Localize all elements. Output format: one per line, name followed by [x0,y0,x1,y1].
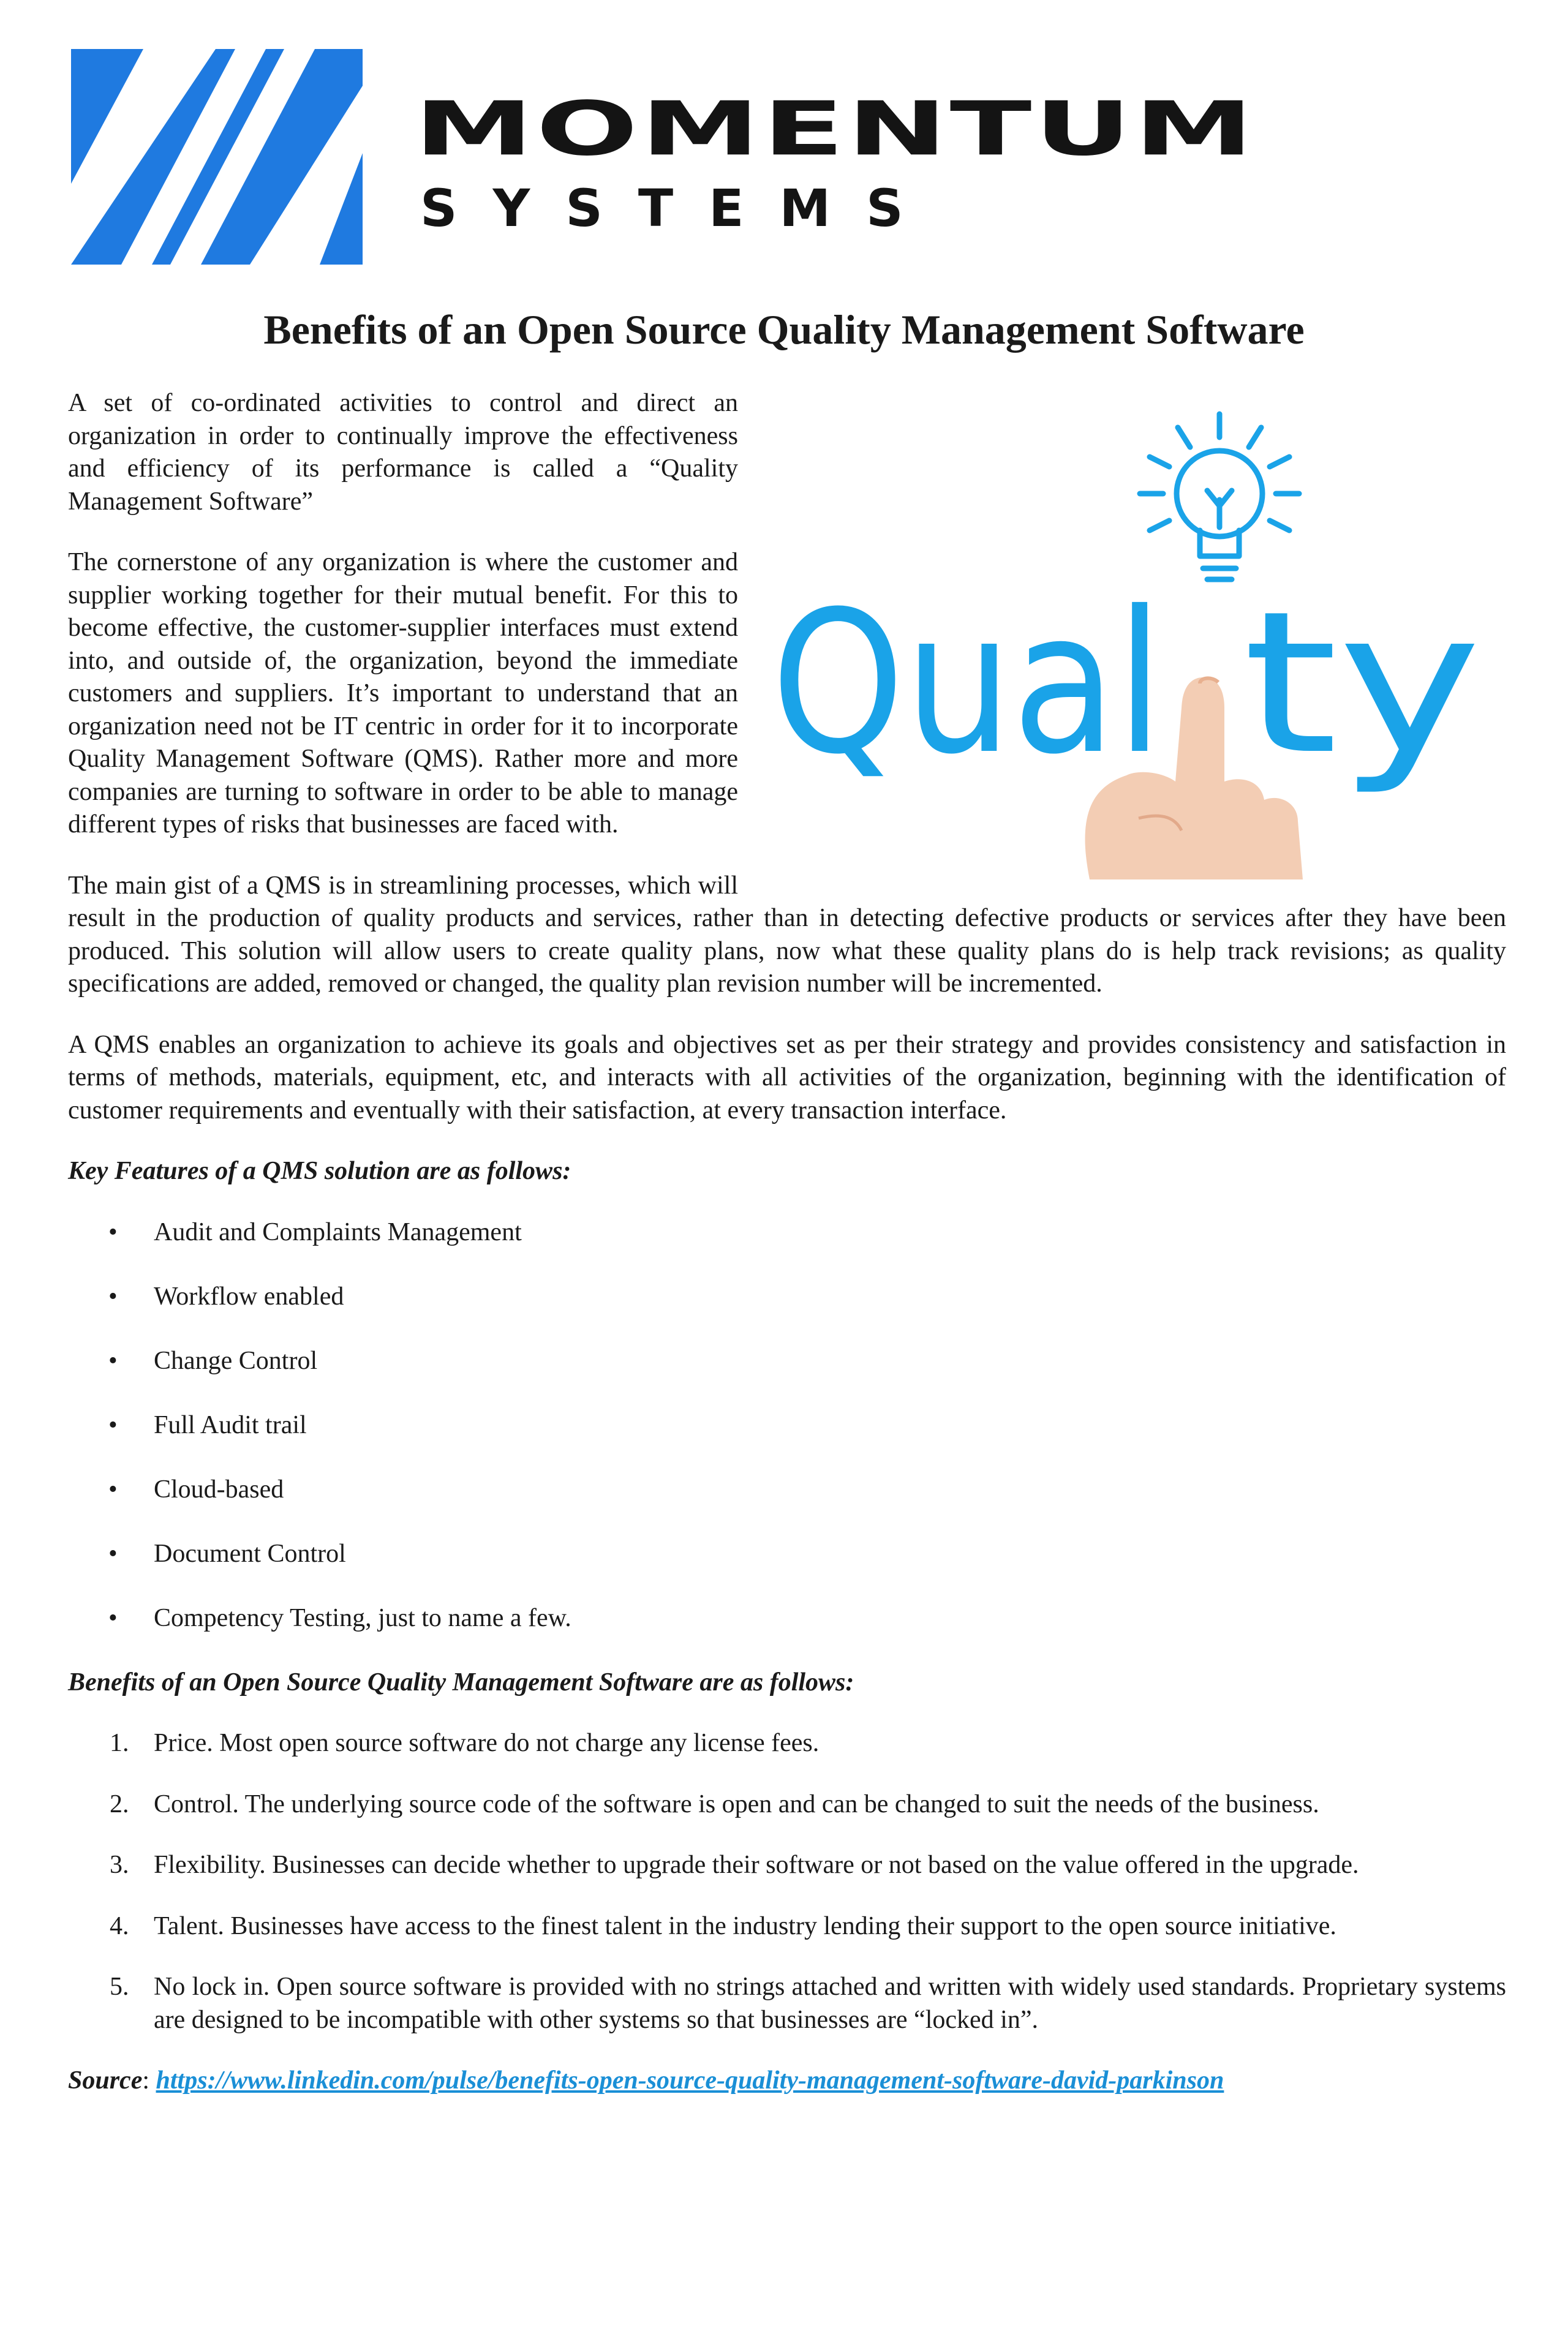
list-item: 2. Control. The underlying source code of the software is open and can be changed to suit the needs of the business. [110,1790,1319,1818]
list-item: • Competency Testing, just to name a few. [68,1602,1506,1635]
momentum-logo-icon [71,49,363,265]
list-item: 1. Price. Most open source software do not charge any license fees. [110,1729,820,1757]
page-title: Benefits of an Open Source Quality Management Software [263,306,1305,353]
brand-name: MOMENTUM [414,86,1256,173]
lightbulb-icon [1140,414,1299,579]
benefits-list [68,1727,1506,2036]
bullet-icon: • [108,1218,118,1246]
cornerstone-paragraph: The cornerstone of any organization is where the customer and supplier working together for their mutual benefit. For this to become effective, the customer-supplier interfaces must extend into, and outside of, the organization, beyond the immediate customers and suppliers. It’s important to understand that an organization need not be IT centric in order for it to incorporate Quality Management Software (QMS). Rather more and more companies are turning to software in order to be able to manage different types of risks that businesses are faced with. [68,548,738,838]
source-link[interactable]: https://www.linkedin.com/pulse/benefits-open-source-quality-management-software-david-parkinson [156,2066,1224,2095]
list-item: • Change Control [68,1345,1506,1378]
svg-text:ty: ty [1243,570,1482,797]
main-gist-paragraph: The main gist of a QMS is in streamlining processes, which will result in the production of quality products and services, rather than in detecting defective products or services after they have been produced. This solution will allow users to create quality plans, now what these quality plans do is help track revisions; as quality specifications are added, removed or changed, the quality plan revision number will be incremented. [68,871,1506,998]
bullet-icon: • [108,1346,118,1375]
list-item: • Full Audit trail [68,1409,1506,1442]
bullet-icon: • [108,1410,118,1439]
bullet-icon: • [108,1282,118,1311]
list-item: • Audit and Complaints Management [68,1216,1506,1249]
source-label: Source [68,2066,143,2095]
list-item: 3. Flexibility. Businesses can decide whether to upgrade their software or not based on the value offered in the upgrade. [110,1851,1359,1879]
article-body [68,387,1506,2126]
features-heading: Key Features of a QMS solution are as follows: [68,1157,571,1185]
features-list [68,1216,1506,1635]
brand-tagline: SYSTEMS [420,178,939,238]
quality-illustration [771,390,1506,879]
list-item: • Document Control [68,1538,1506,1571]
svg-text:Qual: Qual [771,570,1163,797]
bullet-icon: • [108,1603,118,1632]
list-item: • Cloud-based [68,1474,1506,1507]
qms-enables-paragraph: A QMS enables an organization to achieve its goals and objectives set as per their strategy and provides consistency and satisfaction in terms of methods, materials, equipment, etc, and interacts with all activities of the organization, beginning with the identification of customer requirements and eventually with their satisfaction, at every transaction interface. [68,1030,1506,1124]
list-item: • Workflow enabled [68,1281,1506,1314]
bullet-icon: • [108,1539,118,1568]
bullet-icon: • [108,1475,118,1504]
list-item: 5. No lock in. Open source software is provided with no strings attached and written with widely used standards. Proprietary systems are designed to be incompatible with other systems so that businesses are “locked in”. [110,1973,1506,2034]
source-citation: Source: https://www.linkedin.com/pulse/benefits-open-source-quality-management-software-david-parkinson [68,2066,1224,2095]
intro-paragraph: A set of co-ordinated activities to control and direct an organization in order to continually improve the effectiveness and efficiency of its performance is called a “Quality Management Software” [68,389,738,516]
list-item: 4. Talent. Businesses have access to the finest talent in the industry lending their support to the open source initiative. [110,1911,1336,1940]
benefits-heading: Benefits of an Open Source Quality Management Software are as follows: [68,1668,854,1696]
